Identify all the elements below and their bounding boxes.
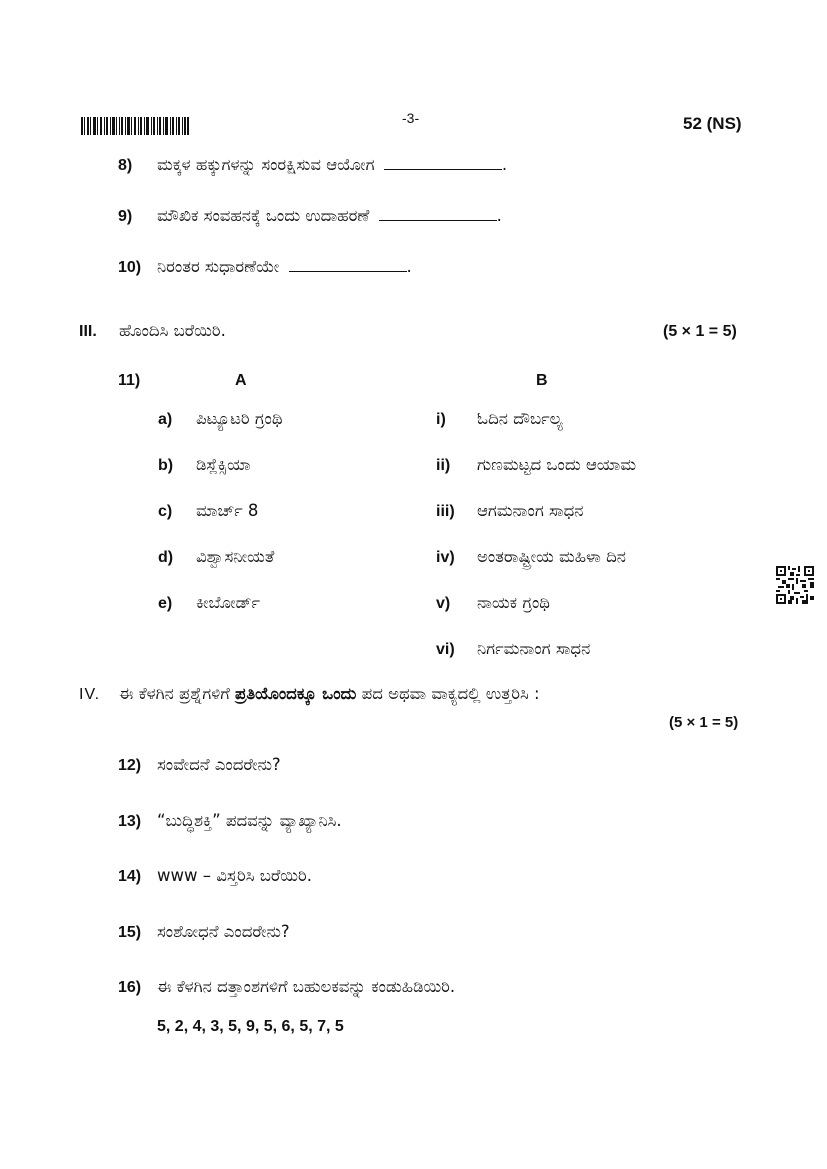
answer-blank	[289, 257, 407, 272]
match-i-text: ಓದಿನ ದೌರ್ಬಲ್ಯ	[477, 409, 563, 428]
answer-blank	[384, 155, 502, 170]
section-3-instruction: ಹೊಂದಿಸಿ ಬರೆಯಿರಿ.	[119, 321, 226, 340]
match-ii-label: ii)	[436, 457, 451, 474]
question-8-number: 8)	[118, 157, 133, 174]
question-13-number: 13)	[118, 813, 142, 830]
answer-blank	[379, 206, 497, 221]
match-d-text: ವಿಶ್ವಾಸನೀಯತೆ	[196, 547, 275, 566]
match-iii-label: iii)	[436, 503, 455, 520]
match-i-label: i)	[436, 411, 446, 428]
match-b-text: ಡಿಸ್ಲೆಕ್ಸಿಯಾ	[196, 455, 251, 474]
data-series: 5, 2, 4, 3, 5, 9, 5, 6, 5, 7, 5	[157, 1018, 344, 1035]
barcode-icon	[81, 117, 189, 135]
match-ii-text: ಗುಣಮಟ್ಟದ ಒಂದು ಆಯಾಮ	[477, 455, 637, 474]
match-v-text: ನಾಯಕ ಗ್ರಂಥಿ	[477, 593, 550, 612]
question-12-text: ಸಂವೇದನೆ ಎಂದರೇನು?	[157, 755, 281, 774]
column-a-header: A	[235, 372, 247, 389]
question-15-text: ಸಂಶೋಧನೆ ಎಂದರೇನು?	[157, 922, 290, 941]
question-14-number: 14)	[118, 868, 142, 885]
match-a-text: ಪಿಟ್ಯೂಟರಿ ಗ್ರಂಥಿ	[196, 409, 283, 428]
question-14-text: www – ವಿಸ್ತರಿಸಿ ಬರೆಯಿರಿ.	[157, 866, 312, 885]
section-3-marks: (5 × 1 = 5)	[663, 323, 737, 340]
match-e-label: e)	[158, 595, 173, 612]
match-vi-label: vi)	[436, 641, 455, 658]
question-8-text: ಮಕ್ಕಳ ಹಕ್ಕುಗಳನ್ನು ಸಂರಕ್ಷಿಸುವ ಆಯೋಗ .	[157, 155, 508, 174]
question-16-text: ಈ ಕೆಳಗಿನ ದತ್ತಾಂಶಗಳಿಗೆ ಬಹುಲಕವನ್ನು ಕಂಡುಹಿಡಿಯಿರಿ.	[157, 977, 456, 996]
question-10-number: 10)	[118, 259, 142, 276]
section-3-numeral: III.	[79, 323, 97, 340]
match-iv-text: ಅಂತರಾಷ್ಟ್ರೀಯ ಮಹಿಳಾ ದಿನ	[477, 547, 626, 566]
question-10-text: ನಿರಂತರ ಸುಧಾರಣೆಯೇ .	[157, 257, 412, 276]
match-iv-label: iv)	[436, 549, 455, 566]
match-a-label: a)	[158, 411, 173, 428]
question-16-number: 16)	[118, 979, 142, 996]
section-4-numeral: IV.	[79, 686, 101, 703]
question-12-number: 12)	[118, 757, 142, 774]
question-9-number: 9)	[118, 208, 133, 225]
match-c-text: ಮಾರ್ಚ್ 8	[196, 501, 259, 520]
paper-code: 52 (NS)	[683, 114, 742, 133]
match-d-label: d)	[158, 549, 174, 566]
column-b-header: B	[536, 372, 548, 389]
match-iii-text: ಆಗಮನಾಂಗ ಸಾಧನ	[477, 501, 584, 520]
question-9-text: ಮೌಖಿಕ ಸಂವಹನಕ್ಕೆ ಒಂದು ಉದಾಹರಣೆ .	[157, 206, 502, 225]
match-vi-text: ನಿರ್ಗಮನಾಂಗ ಸಾಧನ	[477, 639, 591, 658]
question-15-number: 15)	[118, 924, 142, 941]
section-4-instruction: ಈ ಕೆಳಗಿನ ಪ್ರಶ್ನೆಗಳಿಗೆ ಪ್ರತಿಯೊಂದಕ್ಕೂ ಒಂದು ಪದ ಅಥವಾ ವಾಕ್ಯದಲ್ಲಿ ಉತ್ತರಿಸಿ :	[119, 684, 540, 703]
match-c-label: c)	[158, 503, 173, 520]
section-4-marks: (5 × 1 = 5)	[669, 714, 739, 731]
match-b-label: b)	[158, 457, 174, 474]
match-v-label: v)	[436, 595, 451, 612]
question-11-number: 11)	[118, 372, 141, 389]
match-e-text: ಕೀಬೋರ್ಡ್	[196, 593, 261, 612]
qr-code-icon	[776, 566, 814, 604]
page-number: -3-	[402, 110, 420, 126]
question-13-text: “ಬುದ್ಧಿಶಕ್ತಿ” ಪದವನ್ನು ವ್ಯಾಖ್ಯಾನಿಸಿ.	[157, 811, 342, 830]
